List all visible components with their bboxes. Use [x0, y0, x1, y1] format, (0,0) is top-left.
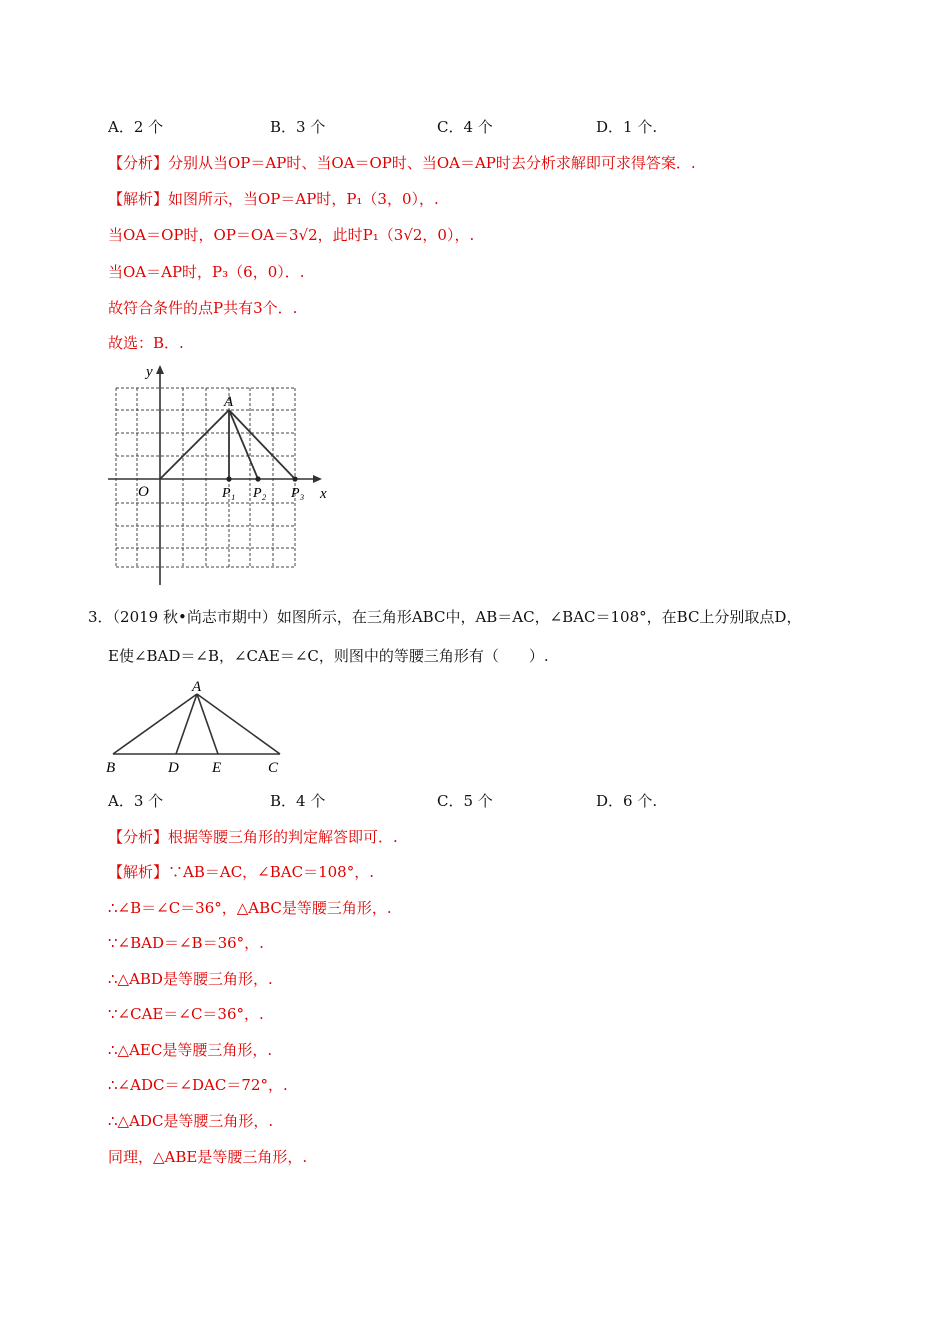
y-axis-arrow: [156, 365, 164, 374]
label-e: E: [212, 760, 222, 776]
q3-analysis: 【分析】根据等腰三角形的判定解答即可．.: [108, 828, 398, 846]
label-p3: P₃: [291, 486, 305, 501]
q2-option-b: B．3 个: [270, 118, 326, 136]
q3-stem-line-2: E使∠BAD＝∠B，∠CAE＝∠C，则图中的等腰三角形有（ ）.: [108, 647, 549, 665]
q2-option-c: C．4 个: [437, 118, 493, 136]
q2-option-a: A．2 个: [108, 118, 164, 136]
q3-option-c: C．5 个: [437, 792, 493, 810]
label-x: x: [320, 486, 327, 502]
label-a: A: [192, 679, 202, 695]
q3-solution-line-4: ∴△ABD是等腰三角形，.: [108, 970, 273, 988]
grid: [116, 388, 295, 567]
label-p2: P₂: [253, 486, 267, 501]
q3-solution-line-1: 【解析】∵AB＝AC，∠BAC＝108°，.: [108, 863, 374, 881]
q2-solution-line-5: 故选：B．.: [108, 334, 184, 352]
q2-coordinate-figure: [100, 360, 340, 592]
grid-dashed-x-axis-row: [116, 388, 229, 567]
q2-solution-line-2: 当OA＝OP时，OP＝OA＝3√2，此时P₁（3√2，0），.: [108, 226, 475, 244]
point-p3: [292, 476, 297, 481]
label-b: B: [106, 760, 116, 776]
label-a: A: [224, 394, 234, 410]
q3-option-d: D．6 个.: [596, 792, 658, 810]
label-d: D: [168, 760, 179, 776]
q3-solution-line-7: ∴∠ADC＝∠DAC＝72°，.: [108, 1076, 288, 1094]
q3-stem-line-1: 3．（2019 秋•尚志市期中）如图所示，在三角形ABC中，AB＝AC，∠BAC＝108°，在BC上分别取点D，: [88, 608, 802, 626]
q3-solution-line-2: ∴∠B＝∠C＝36°，△ABC是等腰三角形，.: [108, 899, 392, 917]
q3-option-a: A．3 个: [108, 792, 164, 810]
q2-option-d: D．1 个.: [596, 118, 658, 136]
q2-solution-line-3: 当OA＝AP时，P₃（6，0）．.: [108, 263, 305, 281]
q3-solution-line-8: ∴△ADC是等腰三角形，.: [108, 1112, 274, 1130]
label-p1: P₁: [222, 486, 236, 501]
q3-solution-line-6: ∴△AEC是等腰三角形，.: [108, 1041, 273, 1059]
point-p1: [226, 476, 231, 481]
label-o: O: [138, 484, 149, 500]
q3-option-b: B．4 个: [270, 792, 326, 810]
q2-solution-line-1: 【解析】如图所示，当OP＝AP时，P₁（3，0），.: [108, 190, 439, 208]
q3-solution-line-9: 同理，△ABE是等腰三角形，.: [108, 1148, 308, 1166]
label-y: y: [146, 364, 153, 380]
x-axis-arrow: [313, 475, 322, 483]
q3-solution-line-5: ∵∠CAE＝∠C＝36°，.: [108, 1005, 264, 1023]
q2-analysis: 【分析】分别从当OP＝AP时、当OA＝OP时、当OA＝AP时去分析求解即可求得答案．.: [108, 154, 696, 172]
axes: [108, 370, 318, 585]
triangle-lines: [160, 410, 295, 479]
label-c: C: [268, 760, 279, 776]
q2-solution-line-4: 故符合条件的点P共有3个．.: [108, 299, 298, 317]
point-p2: [255, 476, 260, 481]
q3-solution-line-3: ∵∠BAD＝∠B＝36°，.: [108, 934, 264, 952]
q3-triangle-figure: [100, 676, 290, 776]
